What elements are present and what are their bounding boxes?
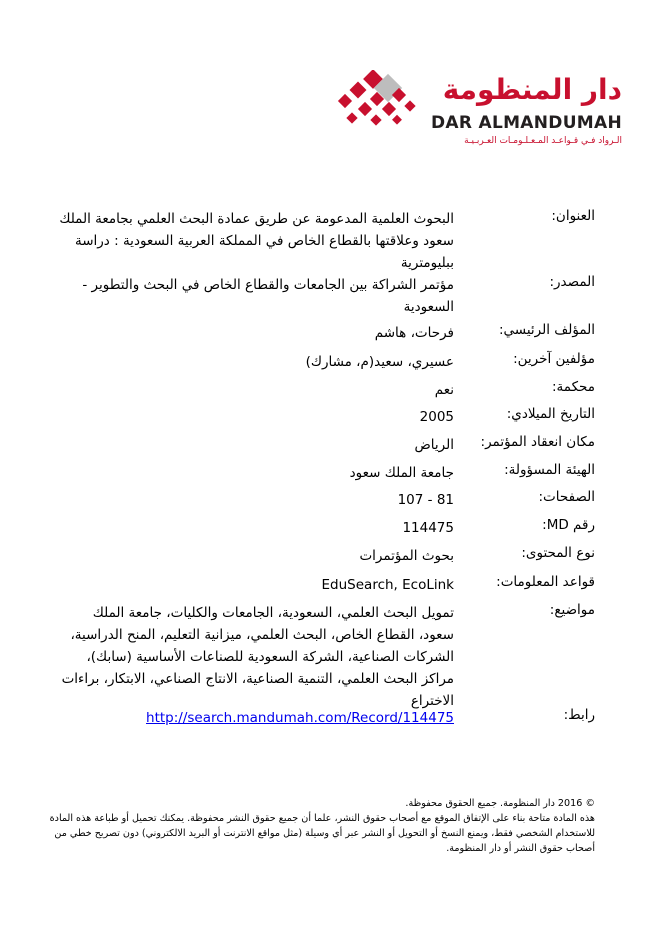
responsible-body-label: الهيئة المسؤولة: — [504, 462, 595, 478]
venue-label: مكان انعقاد المؤتمر: — [480, 434, 595, 450]
date-label: التاريخ الميلادي: — [506, 406, 595, 422]
logo-english-name: DAR ALMANDUMAH — [431, 113, 622, 133]
link-label: رابط: — [563, 707, 595, 723]
logo-arabic-name: دار المنظومة — [442, 73, 622, 106]
dar-almandumah-logo — [332, 70, 622, 150]
other-authors-label: مؤلفين آخرين: — [513, 351, 595, 367]
subjects-value: تمويل البحث العلمي، السعودية، الجامعات والكليات، جامعة الملك سعود، القطاع الخاص، البحث العلمي، ميزانية التعليم، المنح الدراسية، الشركات الصناعية، الشركة السعودية للصناعات الأساسية (سابك)، مراكز البحث العلمي، التنمية الصناعية، الانتاج الصناعي، الابتكار، براءات الاختراع — [61, 605, 454, 709]
logo-tagline: الـرواد فـي قـواعـد المـعـلـومـات العـربـيـة — [464, 136, 622, 146]
link-value-wrapper — [54, 707, 454, 729]
databases-value: EduSearch, EcoLink — [321, 577, 454, 593]
other-authors-value: عسيري، سعيد(م، مشارك) — [305, 354, 454, 370]
content-type-label: نوع المحتوى: — [521, 545, 595, 561]
refereed-label: محكمة: — [552, 379, 595, 395]
title-value: البحوث العلمية المدعومة عن طريق عمادة البحث العلمي بجامعة الملك سعود وعلاقتها بالقطاع الخاص في المملكة العربية السعودية : دراسة ببليومترية — [59, 211, 454, 271]
content-type-value: بحوث المؤتمرات — [359, 548, 454, 564]
copyright-notice: هذه المادة متاحة بناء على الإتفاق الموقع مع أصحاب حقوق النشر، علما أن جميع حقوق النشر محفوظة. يمكنك تحميل أو طباعة هذه المادة للاستخدام الشخصي فقط، ويمنع النسخ أو التحويل أو النشر عبر أي وسيلة (مثل مواقع الانترنت أو البريد الالكتروني) دون تصريح خطي من أصحاب حقوق النشر أو دار المنظومة. — [49, 813, 595, 854]
md-number-value: 114475 — [402, 520, 454, 536]
main-author-label: المؤلف الرئيسي: — [498, 322, 595, 338]
refereed-value: نعم — [434, 382, 454, 398]
date-value: 2005 — [419, 409, 454, 425]
venue-value: الرياض — [414, 437, 454, 453]
main-author-value: فرحات، هاشم — [374, 325, 454, 341]
pages-value: 81 - 107 — [397, 492, 454, 508]
source-value: مؤتمر الشراكة بين الجامعات والقطاع الخاص في البحث والتطوير - السعودية — [82, 277, 454, 315]
md-number-label: رقم MD: — [542, 517, 595, 533]
databases-label: قواعد المعلومات: — [496, 574, 595, 590]
responsible-body-value: جامعة الملك سعود — [349, 465, 454, 481]
pages-label: الصفحات: — [538, 489, 595, 505]
record-link[interactable]: http://search.mandumah.com/Record/114475 — [146, 710, 454, 726]
copyright-text: © 2016 دار المنظومة. جميع الحقوق محفوظة. — [405, 798, 595, 809]
diamond-pattern-icon — [332, 70, 432, 145]
copyright-footer — [35, 796, 595, 856]
title-label: العنوان: — [551, 208, 595, 224]
subjects-label: مواضيع: — [549, 602, 595, 618]
source-label: المصدر: — [549, 274, 595, 290]
